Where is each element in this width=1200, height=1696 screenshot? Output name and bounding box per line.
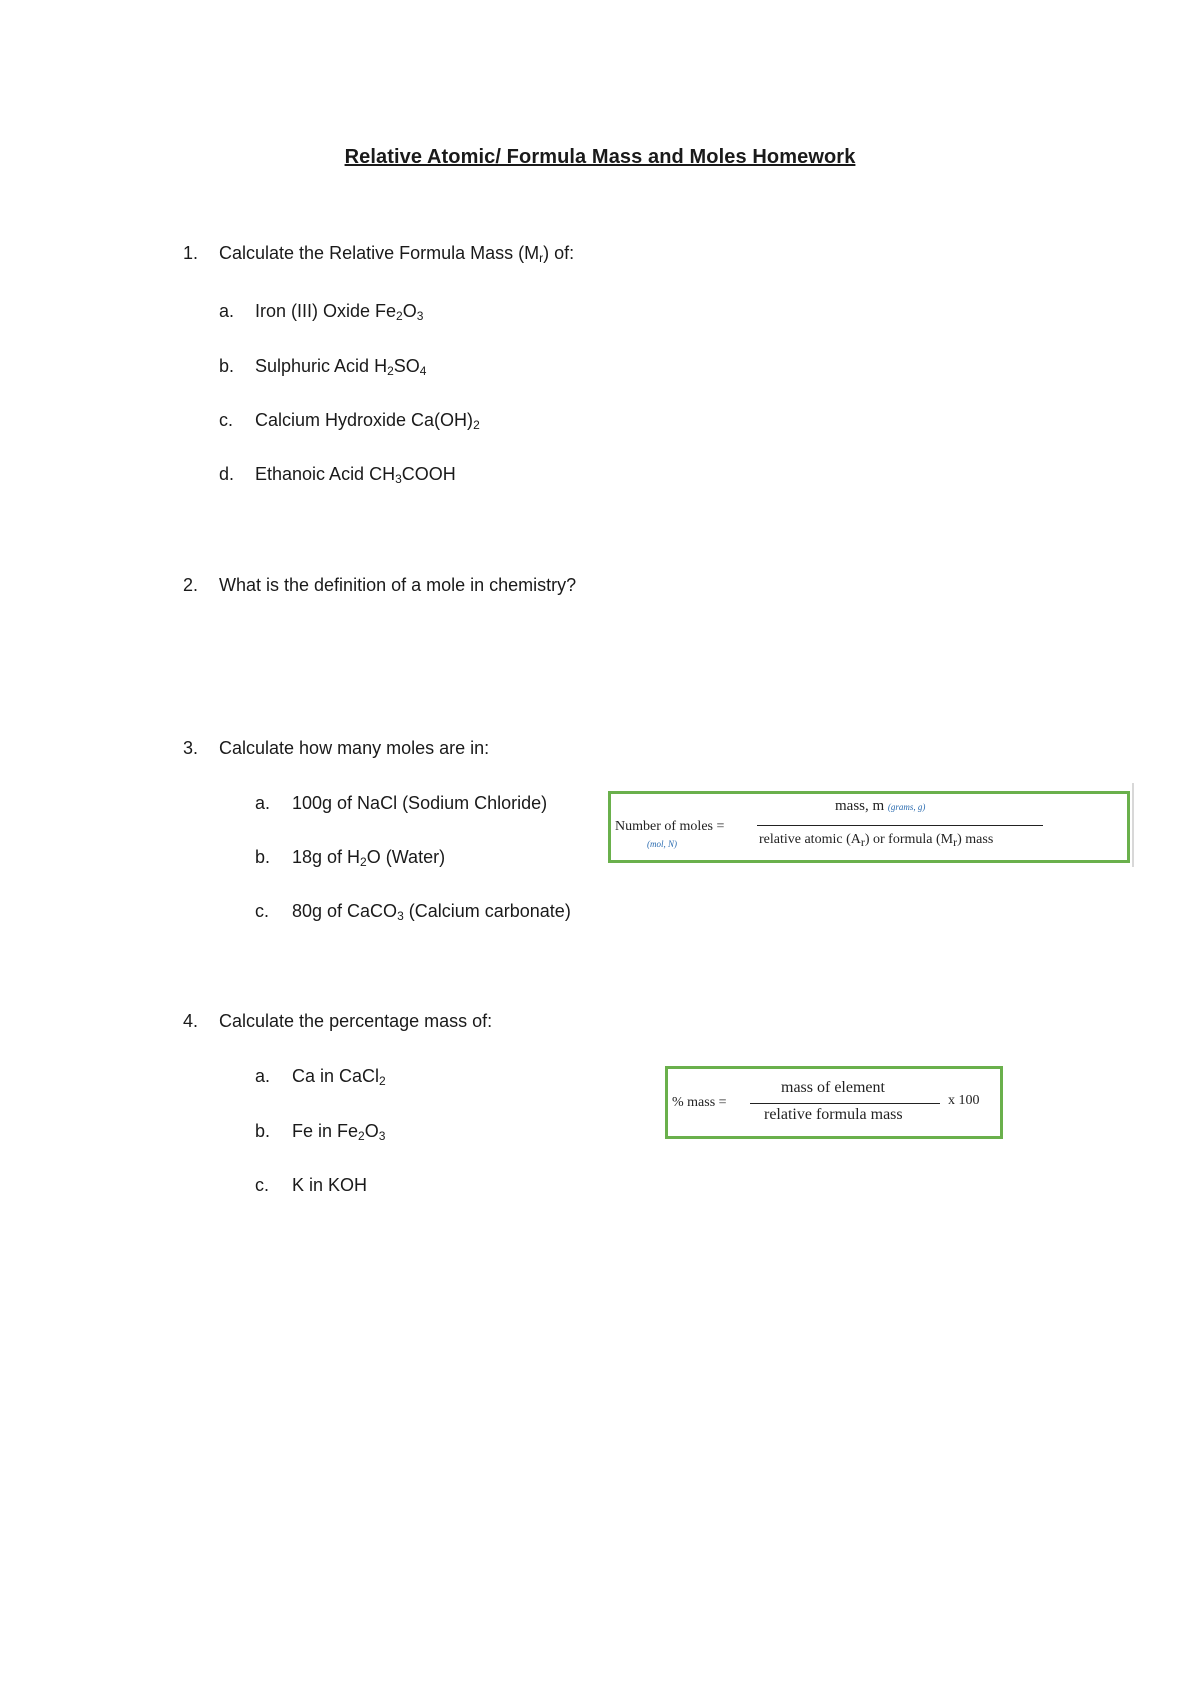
- q4-item-b-label: b.: [255, 1121, 271, 1141]
- q4-item-a: Ca in CaCl$_2$: [292, 1066, 386, 1088]
- q1-item-b-label: b.: [219, 356, 235, 376]
- q1-item-d-label: d.: [219, 464, 235, 484]
- q4-item-a-label: a.: [255, 1066, 271, 1086]
- q1-item-c-label: c.: [219, 410, 234, 430]
- moles-formula-numerator: mass, m (grams, g): [835, 798, 926, 814]
- moles-formula-denominator: relative atomic $(A_r)$ or formula $(M_r)$ mass: [759, 832, 994, 849]
- moles-formula-left: Number of moles =: [615, 819, 725, 834]
- q3-item-a-label: a.: [255, 793, 271, 813]
- q4-item-c: K in KOH: [292, 1175, 368, 1195]
- question-4-text: Calculate the percentage mass of:: [219, 1011, 493, 1031]
- q4-item-b: Fe in $Fe_2O_3$: [292, 1121, 386, 1143]
- q3-item-c-label: c.: [255, 901, 270, 921]
- q3-item-b: 18g of $H_2O$ (Water): [292, 847, 446, 869]
- moles-formula-numerator-unit: (grams, g): [887, 802, 926, 812]
- q3-item-c: 80g of CaCO$_3$ (Calcium carbonate): [292, 901, 571, 923]
- percent-mass-formula-box: [665, 1066, 1003, 1139]
- percent-formula-denominator: relative formula mass: [764, 1106, 903, 1123]
- moles-formula-box: [608, 791, 1130, 863]
- question-4-number: 4.: [183, 1011, 199, 1031]
- moles-fraction-line: [757, 825, 1043, 826]
- question-3-text: Calculate how many moles are in:: [219, 738, 490, 758]
- q1-item-b: Sulphuric Acid $H_2SO_4$: [255, 356, 427, 378]
- q3-item-b-label: b.: [255, 847, 271, 867]
- question-2-number: 2.: [183, 575, 199, 595]
- percent-formula-multiplier: x 100: [948, 1093, 980, 1108]
- percent-fraction-line: [750, 1103, 940, 1104]
- formula-image-edge: [1132, 783, 1134, 867]
- q1-item-a-label: a.: [219, 301, 235, 321]
- q1-item-c: Calcium Hydroxide $Ca(OH)_2$: [255, 410, 480, 432]
- percent-formula-numerator: mass of element: [781, 1079, 885, 1096]
- question-1-number: 1.: [183, 243, 199, 263]
- q1-item-d: Ethanoic Acid $CH_3COOH$: [255, 464, 456, 486]
- percent-formula-left: % mass =: [672, 1095, 727, 1110]
- moles-formula-left-unit: (mol, N): [647, 839, 677, 849]
- question-2-text: What is the definition of a mole in chemistry?: [219, 575, 577, 595]
- question-3-number: 3.: [183, 738, 199, 758]
- q4-item-c-label: c.: [255, 1175, 270, 1195]
- q1-item-a: Iron (III) Oxide $Fe_2O_3$: [255, 301, 424, 323]
- page-title: Relative Atomic/ Formula Mass and Moles Homework: [344, 146, 856, 168]
- question-1-text: Calculate the Relative Formula Mass $(M_r)$ of:: [219, 243, 575, 265]
- q3-item-a: 100g of NaCl (Sodium Chloride): [292, 793, 548, 813]
